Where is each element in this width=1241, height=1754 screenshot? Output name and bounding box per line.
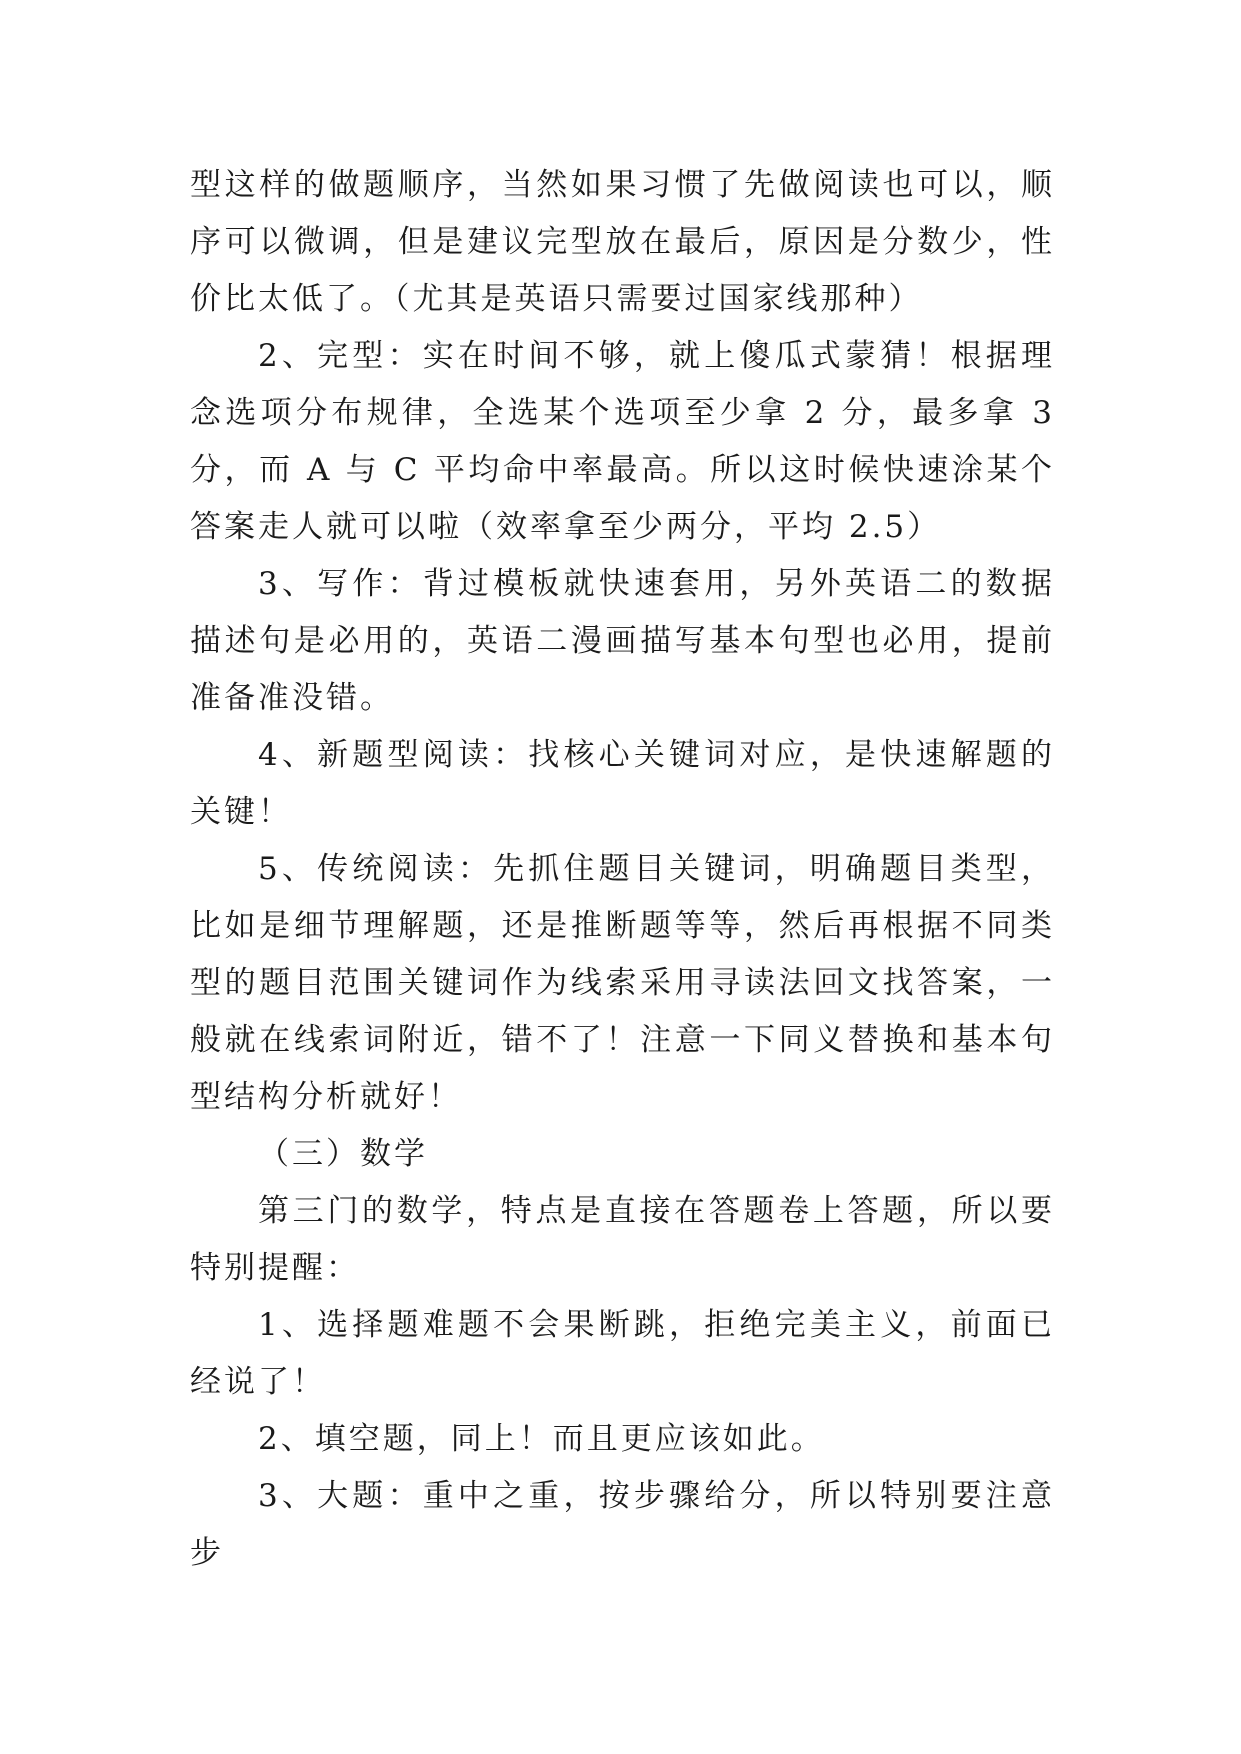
- paragraph-multiple-choice-tip: 1、选择题难题不会果断跳，拒绝完美主义，前面已经说了！: [190, 1307, 1055, 1400]
- paragraph-traditional-reading-tip: 5、传统阅读：先抓住题目关键词，明确题目类型，比如是细节理解题，还是推断题等等，然后再根据不同类型的题目范围关键词作为线索采用寻读法回文找答案，一般就在线索词附近，错不了！注意一下同义替换和基本句型结构分析就好！: [190, 851, 1055, 1115]
- paragraph-fill-blank-tip: 2、填空题，同上！而且更应该如此。: [258, 1421, 825, 1457]
- paragraph-new-reading-tip: 4、新题型阅读：找核心关键词对应，是快速解题的关键！: [190, 737, 1055, 830]
- paragraph-big-question-tip: 3、大题：重中之重，按步骤给分，所以特别要注意步: [190, 1478, 1055, 1571]
- paragraph-math-intro: 第三门的数学，特点是直接在答题卷上答题，所以要特别提醒：: [190, 1193, 1055, 1286]
- paragraph-continued: 型这样的做题顺序，当然如果习惯了先做阅读也可以，顺序可以微调，但是建议完型放在最后，原因是分数少，性价比太低了。（尤其是英语只需要过国家线那种）: [190, 167, 1055, 317]
- paragraph-writing-tip: 3、写作：背过模板就快速套用，另外英语二的数据描述句是必用的，英语二漫画描写基本句型也必用，提前准备准没错。: [190, 566, 1055, 716]
- paragraph-cloze-tip: 2、完型：实在时间不够，就上傻瓜式蒙猜！根据理念选项分布规律，全选某个选项至少拿 2 分，最多拿 3 分，而 A 与 C 平均命中率最高。所以这时候快速涂某个答案走人就可以啦（效率拿至少两分，平均 2.5）: [190, 338, 1055, 545]
- section-heading-math: （三）数学: [258, 1136, 428, 1172]
- document-body: [190, 157, 1055, 1582]
